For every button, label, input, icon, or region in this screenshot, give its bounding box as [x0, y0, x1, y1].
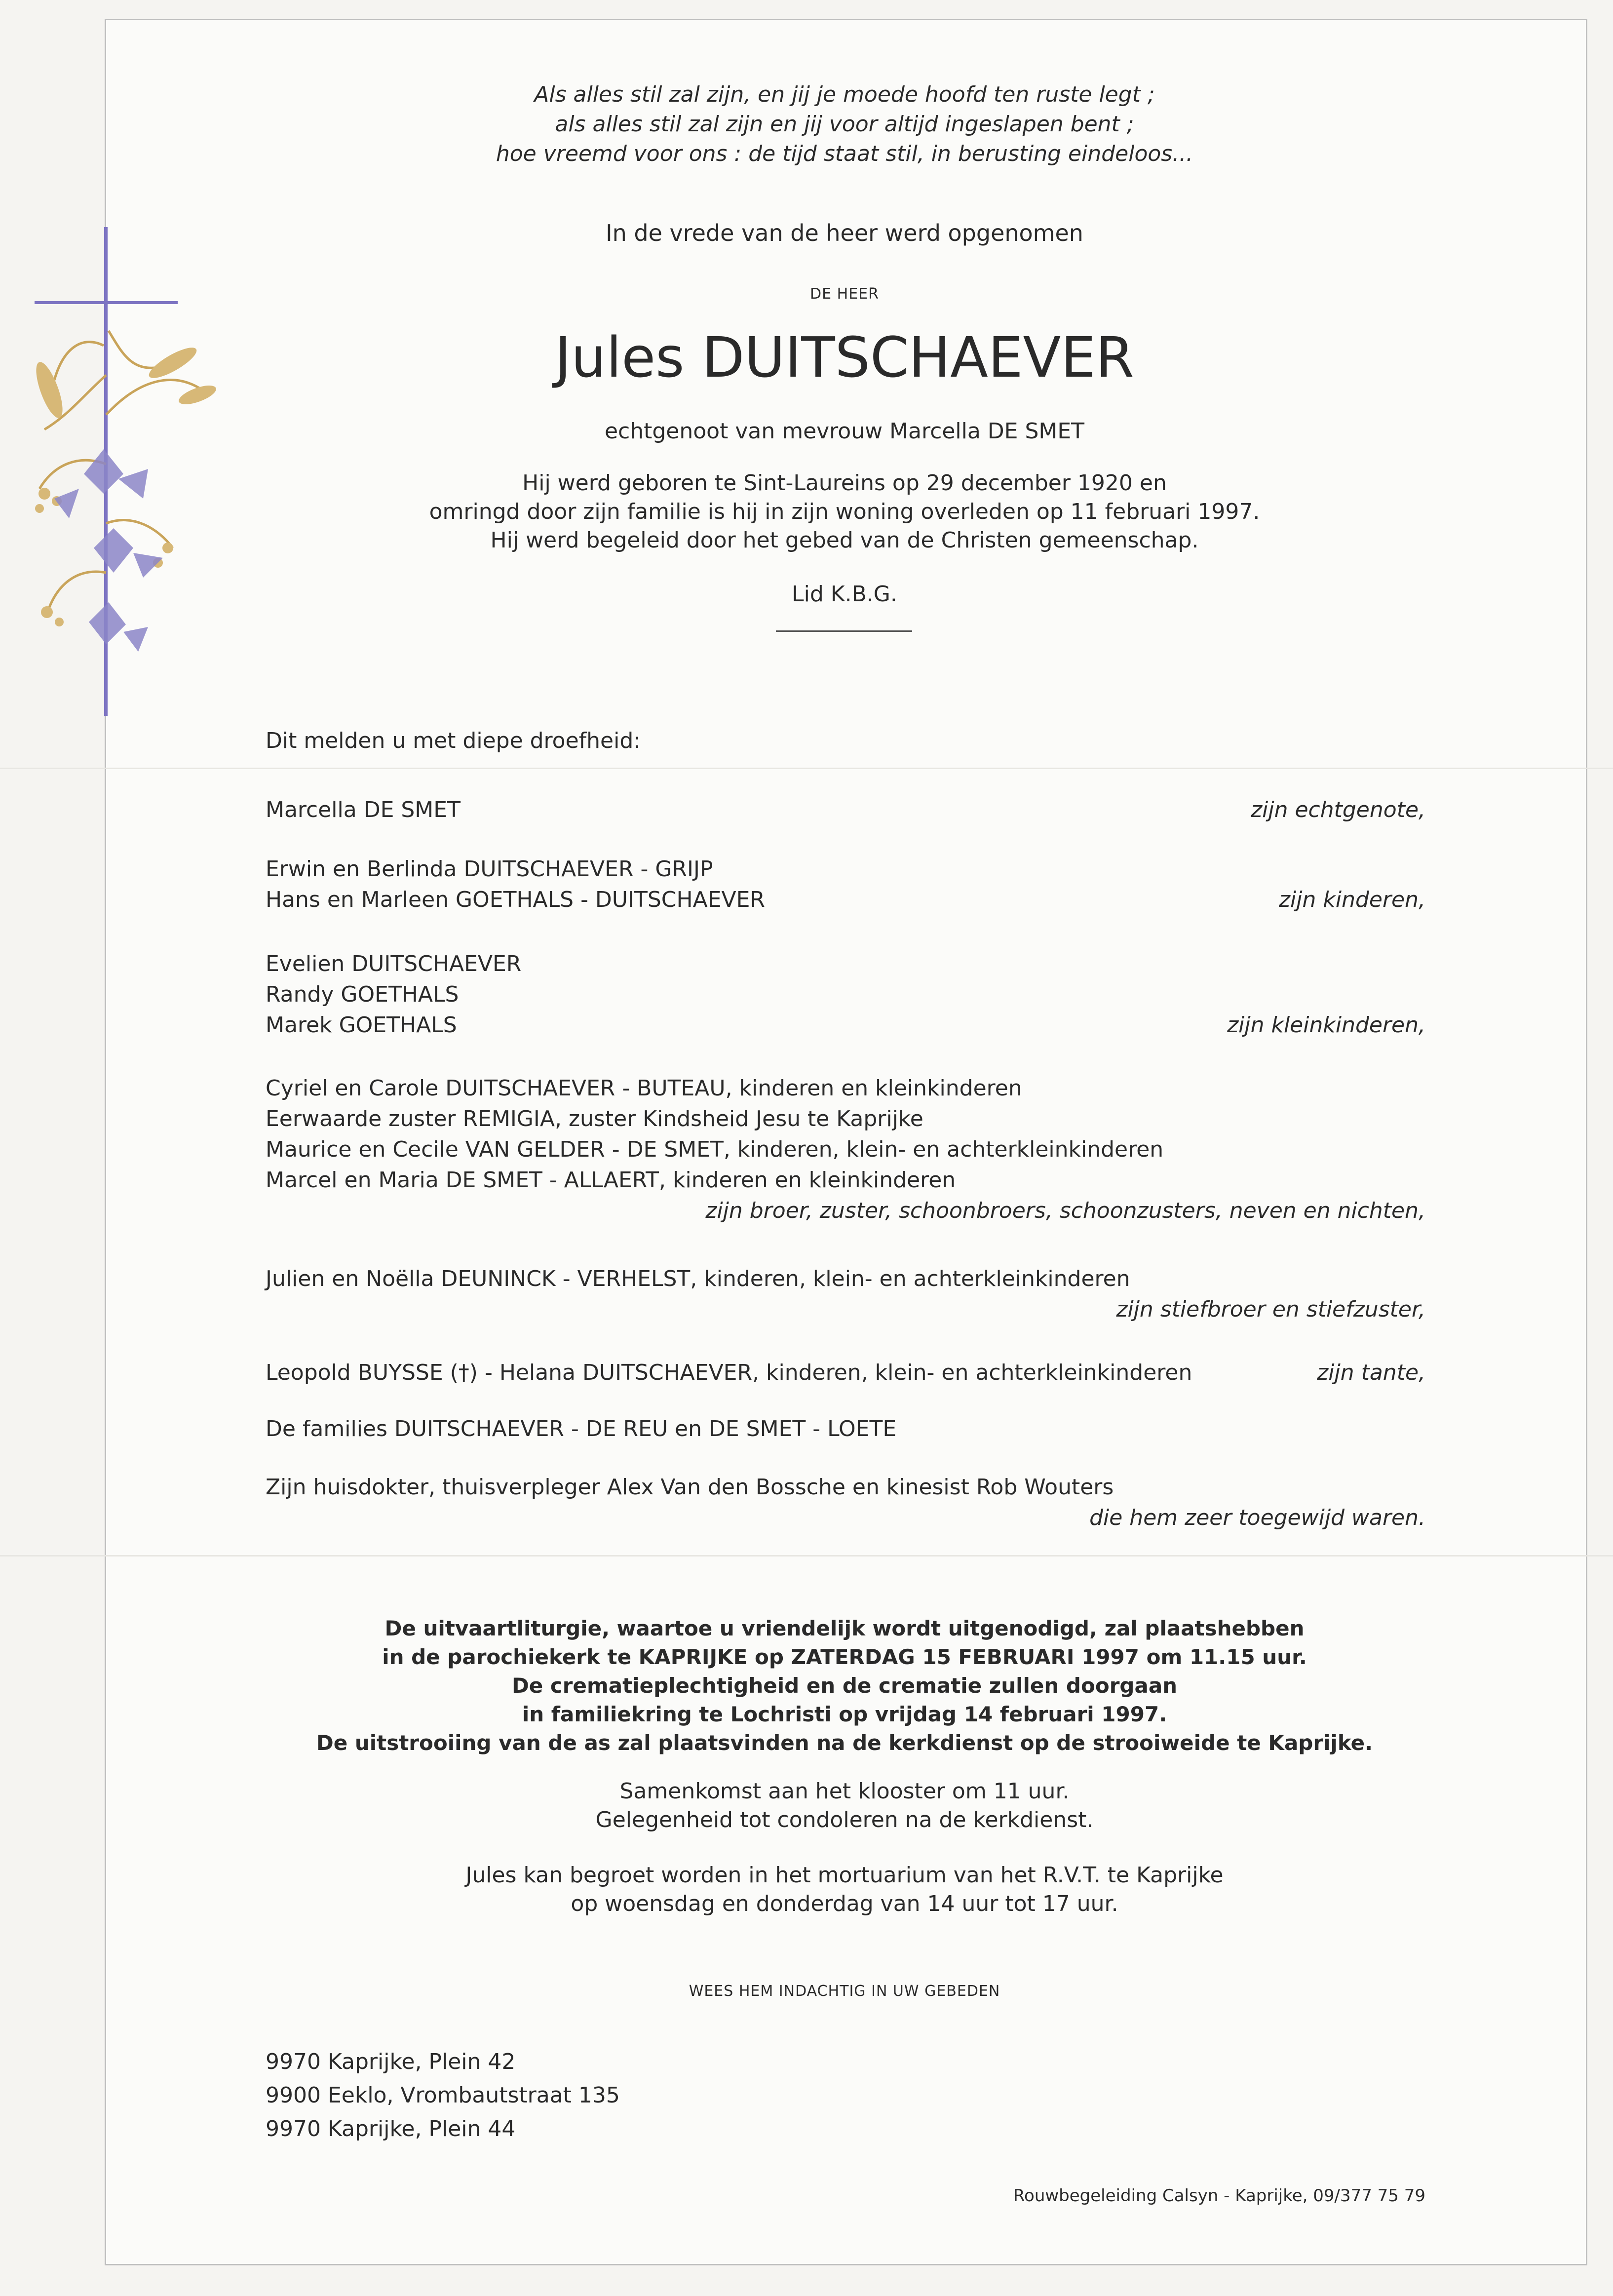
membership: Lid K.B.G.: [792, 582, 897, 607]
relation-label: zijn echtgenote,: [1251, 797, 1425, 822]
relative-name: Marek GOETHALS: [266, 1012, 457, 1038]
biography: [105, 469, 1584, 555]
relative-name: Randy GOETHALS: [266, 982, 459, 1007]
ceremony-line: De uitvaartliturgie, waartoe u vriendelijk wordt uitgenodigd, zal plaatshebben: [384, 1616, 1305, 1640]
ceremony-line: in familiekring te Lochristi op vrijdag 14 februari 1997.: [522, 1702, 1167, 1726]
family-grandchildren: [266, 949, 1425, 1041]
family-aunt: [266, 1358, 1425, 1388]
deceased-name: Jules DUITSCHAEVER: [555, 326, 1134, 390]
relative-name: Hans en Marleen GOETHALS - DUITSCHAEVER: [266, 887, 765, 912]
relation-label: zijn kleinkinderen,: [1227, 1012, 1425, 1038]
family-caregivers: [266, 1472, 1425, 1533]
family-spouse: [266, 795, 1425, 825]
divider: [776, 630, 912, 632]
relative-name: Zijn huisdokter, thuisverpleger Alex Van den Bossche en kinesist Rob Wouters: [266, 1475, 1114, 1500]
poem: [105, 80, 1584, 169]
gathering-line: Gelegenheid tot condoleren na de kerkdienst.: [595, 1807, 1094, 1832]
family-children: [266, 854, 1425, 915]
relation-label: zijn tante,: [1317, 1360, 1425, 1385]
family-stepsiblings: [266, 1264, 1425, 1325]
ceremony-info: [105, 1614, 1584, 1757]
relative-name: Evelien DUITSCHAEVER: [266, 951, 522, 976]
ceremony-line: in de parochiekerk te KAPRIJKE op ZATERDAG 15 FEBRUARI 1997 om 11.15 uur.: [382, 1645, 1307, 1669]
undertaker-credit: Rouwbegeleiding Calsyn - Kaprijke, 09/377 75 79: [1013, 2186, 1425, 2206]
mortuary-line: Jules kan begroet worden in het mortuarium van het R.V.T. te Kaprijke: [465, 1863, 1224, 1888]
relation-label: zijn kinderen,: [1278, 887, 1425, 912]
family-lines: De families DUITSCHAEVER - DE REU en DE SMET - LOETE: [266, 1416, 897, 1441]
remembrance: WEES HEM INDACHTIG IN UW GEBEDEN: [689, 1983, 1000, 2000]
bio-line: Hij werd geboren te Sint-Laureins op 29 december 1920 en: [522, 470, 1167, 496]
relative-name: Cyriel en Carole DUITSCHAEVER - BUTEAU, kinderen en kleinkinderen: [266, 1076, 1022, 1101]
relative-name: Maurice en Cecile VAN GELDER - DE SMET, kinderen, klein- en achterkleinkinderen: [266, 1137, 1164, 1162]
relative-name: Eerwaarde zuster REMIGIA, zuster Kindsheid Jesu te Kaprijke: [266, 1106, 923, 1131]
relative-name: Leopold BUYSSE (†) - Helana DUITSCHAEVER, kinderen, klein- en achterkleinkinderen: [266, 1360, 1192, 1385]
gathering-line: Samenkomst aan het klooster om 11 uur.: [619, 1779, 1070, 1804]
bio-line: omringd door zijn familie is hij in zijn woning overleden op 11 februari 1997.: [429, 499, 1260, 524]
mortuary-line: op woensdag en donderdag van 14 uur tot 17 uur.: [571, 1891, 1118, 1916]
poem-line: hoe vreemd voor ons : de tijd staat stil, in berusting eindeloos...: [496, 141, 1193, 166]
relation-label: zijn stiefbroer en stiefzuster,: [1116, 1297, 1425, 1322]
fold-line: [0, 768, 1613, 769]
ceremony-line: De crematieplechtigheid en de crematie zullen doorgaan: [511, 1673, 1178, 1698]
address-line: 9900 Eeklo, Vrombautstraat 135: [266, 2083, 620, 2108]
gathering-info: [105, 1777, 1584, 1834]
ceremony-line: De uitstrooiing van de as zal plaatsvinden na de kerkdienst op de strooiweide te Kaprijke.: [316, 1731, 1373, 1755]
address-line: 9970 Kaprijke, Plein 44: [266, 2116, 516, 2141]
family-siblings: [266, 1073, 1425, 1226]
mortuary-info: [105, 1861, 1584, 1918]
relation-label: zijn broer, zuster, schoonbroers, schoonzusters, neven en nichten,: [705, 1198, 1425, 1223]
relative-name: Julien en Noëlla DEUNINCK - VERHELST, kinderen, klein- en achterkleinkinderen: [266, 1266, 1130, 1291]
spouse-line: echtgenoot van mevrouw Marcella DE SMET: [604, 419, 1085, 444]
relative-name: Marcel en Maria DE SMET - ALLAERT, kinderen en kleinkinderen: [266, 1167, 956, 1193]
intro-text: In de vrede van de heer werd opgenomen: [606, 220, 1083, 246]
honorific: DE HEER: [810, 285, 879, 303]
addresses: [266, 2045, 620, 2146]
poem-line: Als alles stil zal zijn, en jij je moede hoofd ten ruste legt ;: [534, 82, 1155, 107]
poem-line: als alles stil zal zijn en jij voor altijd ingeslapen bent ;: [555, 112, 1134, 137]
relative-name: Erwin en Berlinda DUITSCHAEVER - GRIJP: [266, 856, 713, 882]
address-line: 9970 Kaprijke, Plein 42: [266, 2049, 516, 2074]
fold-line: [0, 1555, 1613, 1557]
relation-label: die hem zeer toegewijd waren.: [1089, 1505, 1425, 1530]
announce-text: Dit melden u met diepe droefheid:: [266, 728, 641, 753]
relative-name: Marcella DE SMET: [266, 797, 461, 822]
bio-line: Hij werd begeleid door het gebed van de Christen gemeenschap.: [490, 528, 1199, 553]
